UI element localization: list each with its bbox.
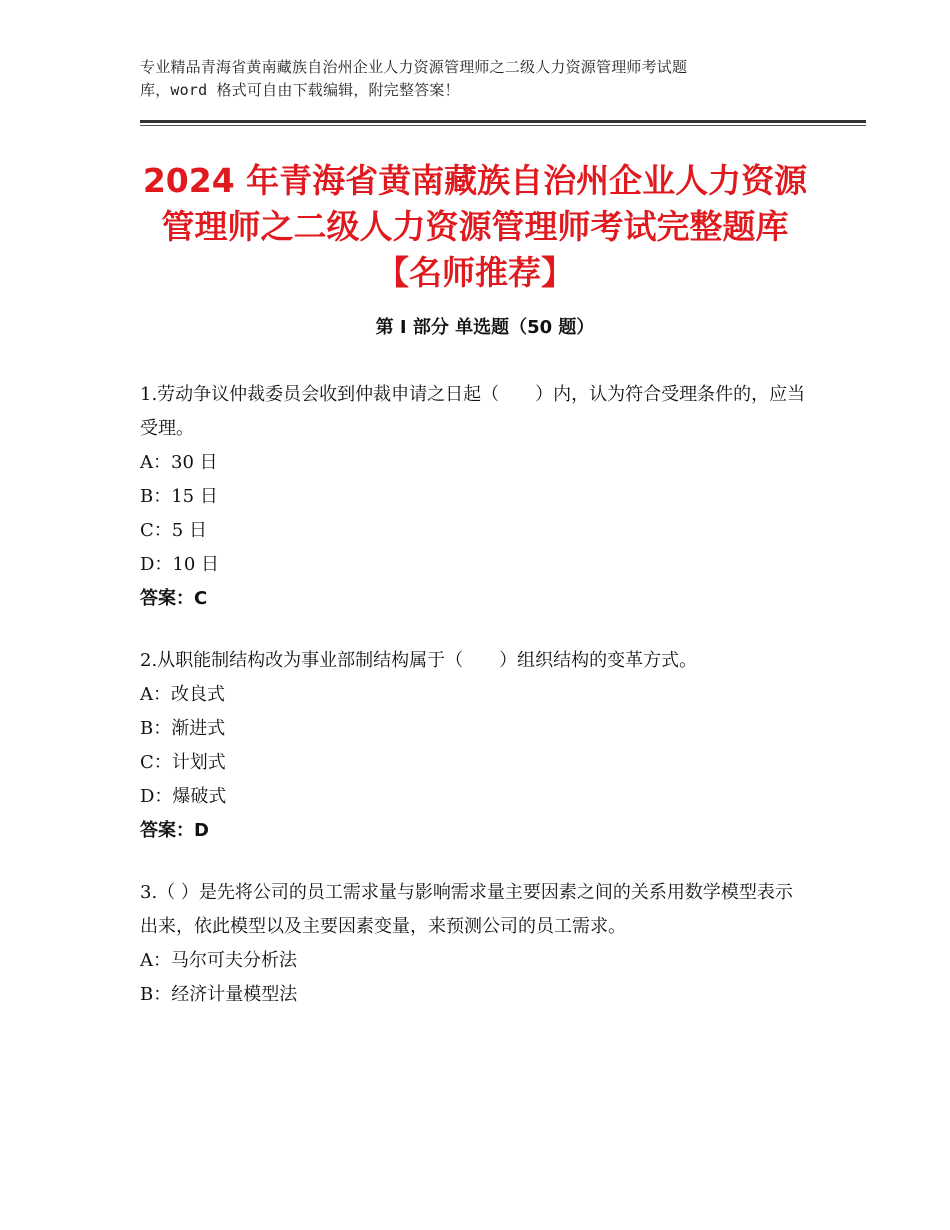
option-a: A：30 日 [140, 452, 218, 473]
question-stem: 1.劳动争议仲裁委员会收到仲裁申请之日起（ ）内，认为符合受理条件的，应当受理。 [140, 384, 806, 439]
answer-label: 答案：C [140, 588, 208, 609]
document-title [120, 158, 830, 296]
option-b: B：15 日 [140, 486, 218, 507]
option-a: A：改良式 [140, 684, 225, 705]
header-note-line1: 专业精品青海省黄南藏族自治州企业人力资源管理师之二级人力资源管理师考试题 [140, 58, 688, 76]
section-title: 第 I 部分 单选题（50 题） [375, 317, 595, 338]
header-divider-thick [140, 120, 866, 123]
question-3 [140, 876, 810, 1012]
question-stem: 3.（ ）是先将公司的员工需求量与影响需求量主要因素之间的关系用数学模型表示出来，依此模型以及主要因素变量，来预测公司的员工需求。 [140, 882, 793, 937]
question-1 [140, 378, 810, 616]
option-c: C：计划式 [140, 752, 226, 773]
option-c: C：5 日 [140, 520, 207, 541]
header-note-line2: 库，word 格式可自由下载编辑，附完整答案！ [140, 81, 460, 99]
document-title-line2: 管理师之二级人力资源管理师考试完整题库 [161, 207, 789, 246]
header-note [140, 56, 830, 102]
question-2 [140, 644, 810, 848]
document-title-line1: 2024 年青海省黄南藏族自治州企业人力资源 [142, 161, 808, 200]
header-divider-thin [140, 125, 866, 126]
question-list [140, 378, 810, 1040]
option-a: A：马尔可夫分析法 [140, 950, 297, 971]
option-d: D：10 日 [140, 554, 220, 575]
option-b: B：渐进式 [140, 718, 226, 739]
option-b: B：经济计量模型法 [140, 984, 298, 1005]
document-title-line3: 【名师推荐】 [376, 253, 574, 292]
answer-label: 答案：D [140, 820, 209, 841]
question-stem: 2.从职能制结构改为事业部制结构属于（ ）组织结构的变革方式。 [140, 650, 698, 671]
option-d: D：爆破式 [140, 786, 227, 807]
